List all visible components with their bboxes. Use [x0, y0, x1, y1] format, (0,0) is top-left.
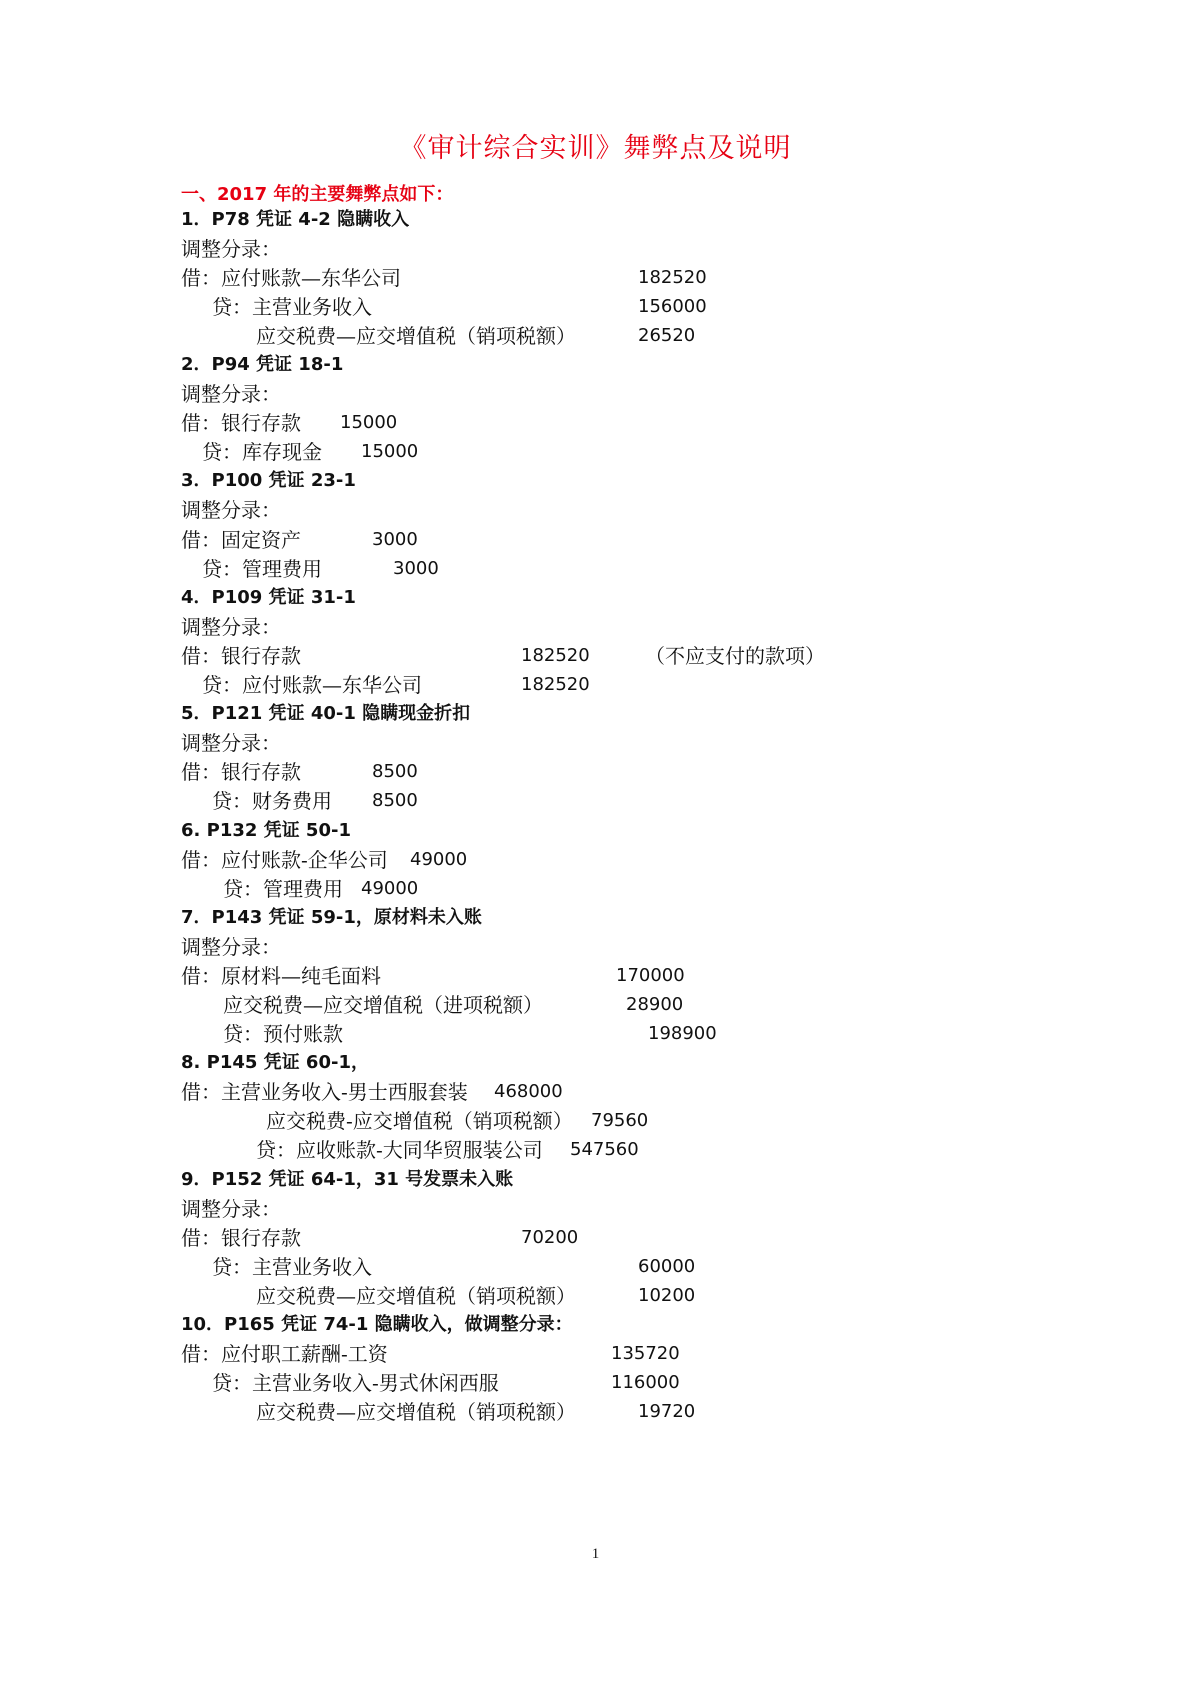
- journal-line-amount: 15000: [340, 412, 398, 433]
- journal-line-text: 借：应付账款-企华公司: [181, 848, 388, 872]
- journal-line-amount: 468000: [494, 1081, 563, 1102]
- journal-line-amount: 3000: [393, 558, 439, 579]
- journal-line-amount: 3000: [372, 529, 418, 550]
- journal-line-text: 调整分录：: [181, 731, 281, 755]
- journal-line-amount: 182520: [521, 674, 590, 695]
- journal-line-amount: 182520: [638, 267, 707, 288]
- entry-title: 3．P100 凭证 23-1: [181, 470, 356, 491]
- journal-line-amount: 49000: [361, 878, 419, 899]
- journal-line-amount: 19720: [638, 1401, 696, 1422]
- journal-line-amount: 170000: [616, 965, 685, 986]
- journal-line-amount: 135720: [611, 1343, 680, 1364]
- journal-line-amount: 79560: [591, 1110, 649, 1131]
- journal-line-amount: 156000: [638, 296, 707, 317]
- journal-line-text: 贷：管理费用: [202, 557, 322, 581]
- journal-line-text: 借：银行存款: [181, 760, 301, 784]
- journal-line-text: 贷：预付账款: [223, 1022, 343, 1046]
- journal-line-amount: 70200: [521, 1227, 579, 1248]
- entry-title: 9．P152 凭证 64-1，31 号发票未入账: [181, 1169, 514, 1190]
- entry-title: 7．P143 凭证 59-1，原材料未入账: [181, 907, 482, 928]
- journal-line-text: 调整分录：: [181, 1197, 281, 1221]
- entry-title: 10．P165 凭证 74-1 隐瞒收入，做调整分录：: [181, 1314, 573, 1335]
- journal-line-text: 调整分录：: [181, 615, 281, 639]
- entry-title: 4．P109 凭证 31-1: [181, 587, 356, 608]
- journal-line-text: 贷：主营业务收入: [212, 1255, 372, 1279]
- journal-line-text: 贷：应付账款—东华公司: [202, 673, 422, 697]
- entry-title: 6. P132 凭证 50-1: [181, 820, 351, 841]
- journal-line-text: 贷：库存现金: [202, 440, 322, 464]
- journal-line-amount: 198900: [648, 1023, 717, 1044]
- journal-line-text: 借：银行存款: [181, 644, 301, 668]
- journal-line-amount: 10200: [638, 1285, 696, 1306]
- journal-line-text: 贷：应收账款-大同华贸服装公司: [256, 1138, 543, 1162]
- journal-line-amount: 547560: [570, 1139, 639, 1160]
- journal-line-text: 借：银行存款: [181, 411, 301, 435]
- entry-title: 8. P145 凭证 60-1，: [181, 1052, 369, 1073]
- journal-line-amount: 60000: [638, 1256, 696, 1277]
- page-number: 1: [591, 1546, 600, 1562]
- journal-line-text: 贷：财务费用: [212, 789, 332, 813]
- journal-line-text: 借：固定资产: [181, 528, 301, 552]
- journal-line-amount: 8500: [372, 761, 418, 782]
- journal-line-text: 借：银行存款: [181, 1226, 301, 1250]
- journal-line-text: 借：主营业务收入-男士西服套装: [181, 1080, 468, 1104]
- journal-line-amount: 28900: [626, 994, 684, 1015]
- journal-line-amount: 182520: [521, 645, 590, 666]
- journal-line-text: 贷：主营业务收入-男式休闲西服: [212, 1371, 499, 1395]
- journal-line-text: 调整分录：: [181, 237, 281, 261]
- journal-line-amount: 49000: [410, 849, 468, 870]
- section-heading: 一、2017 年的主要舞弊点如下：: [181, 184, 454, 205]
- journal-line-text: 应交税费—应交增值税（销项税额）: [256, 1400, 576, 1424]
- journal-line-text: 应交税费—应交增值税（销项税额）: [256, 324, 576, 348]
- journal-line-amount: 26520: [638, 325, 696, 346]
- journal-line-text: 贷：主营业务收入: [212, 295, 372, 319]
- entry-title: 1．P78 凭证 4-2 隐瞒收入: [181, 209, 410, 230]
- document-title: 《审计综合实训》舞弊点及说明: [399, 133, 792, 164]
- journal-line-text: 应交税费—应交增值税（销项税额）: [256, 1284, 576, 1308]
- journal-line-text: 贷：管理费用: [223, 877, 343, 901]
- journal-line-text: 调整分录：: [181, 498, 281, 522]
- journal-line-text: 借：原材料—纯毛面料: [181, 964, 381, 988]
- journal-line-text: 借：应付职工薪酬-工资: [181, 1342, 388, 1366]
- journal-line-amount: 8500: [372, 790, 418, 811]
- journal-line-note: （不应支付的款项）: [645, 644, 825, 668]
- journal-line-text: 应交税费—应交增值税（进项税额）: [223, 993, 543, 1017]
- journal-line-text: 调整分录：: [181, 935, 281, 959]
- journal-line-amount: 15000: [361, 441, 419, 462]
- entry-title: 5．P121 凭证 40-1 隐瞒现金折扣: [181, 703, 471, 724]
- journal-line-text: 调整分录：: [181, 382, 281, 406]
- journal-line-text: 借：应付账款—东华公司: [181, 266, 401, 290]
- journal-line-text: 应交税费-应交增值税（销项税额）: [266, 1109, 573, 1133]
- journal-line-amount: 116000: [611, 1372, 680, 1393]
- entry-title: 2．P94 凭证 18-1: [181, 354, 344, 375]
